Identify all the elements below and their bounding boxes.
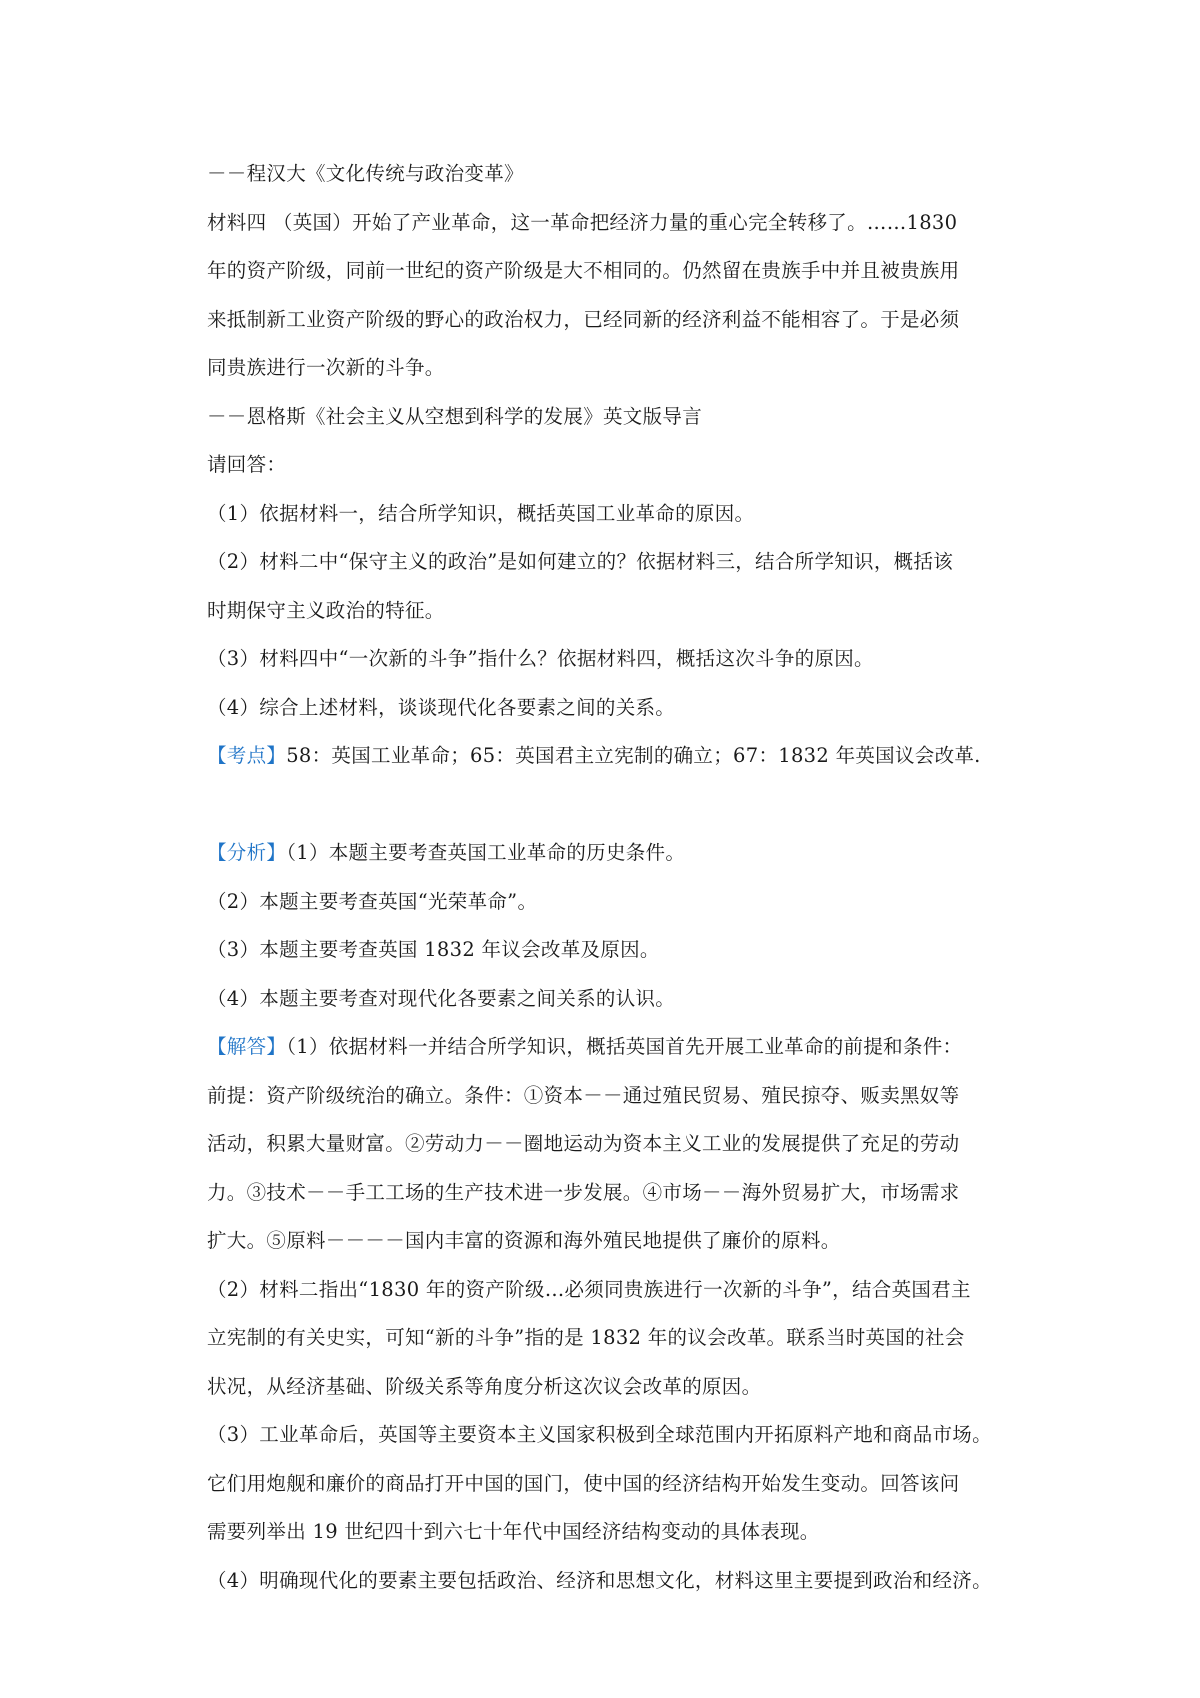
question-line: （4）综合上述材料，谈谈现代化各要素之间的关系。: [207, 695, 676, 719]
fenxi-text: （1）本题主要考查英国工业革命的历史条件。: [286, 841, 686, 864]
jieda-line: 需要列举出 19 世纪四十到六七十年代中国经济结构变动的具体表现。: [207, 1520, 820, 1543]
jieda-line: （2）材料二指出“1830 年的资产阶级…必须同贵族进行一次新的斗争”，结合英国君主: [207, 1277, 971, 1301]
question-line: （1）依据材料一，结合所学知识，概括英国工业革命的原因。: [207, 501, 755, 525]
question-line: （2）材料二中“保守主义的政治”是如何建立的？依据材料三，结合所学知识，概括该: [207, 550, 954, 573]
citation-line: －－恩格斯《社会主义从空想到科学的发展》英文版导言: [207, 404, 703, 428]
section-spacer: [207, 781, 1027, 830]
kaodian-text: 58：英国工业革命；65：英国君主立宪制的确立；67：1832 年英国议会改革.: [286, 744, 981, 767]
fenxi-line: （4）本题主要考查对现代化各要素之间关系的认识。: [207, 986, 676, 1010]
material-four-line: 同贵族进行一次新的斗争。: [207, 356, 445, 379]
fenxi-line: （3）本题主要考查英国 1832 年议会改革及原因。: [207, 938, 660, 961]
fenxi-tag: 【分析】: [207, 841, 287, 864]
fenxi-line: [207, 829, 1027, 878]
fenxi-line: （2）本题主要考查英国“光荣革命”。: [207, 889, 538, 913]
question-line: （3）材料四中“一次新的斗争”指什么？依据材料四，概括这次斗争的原因。: [207, 647, 874, 670]
kaodian-line: [207, 732, 1027, 781]
jieda-line: 前提：资产阶级统治的确立。条件：①资本－－通过殖民贸易、殖民掠夺、贩卖黑奴等: [207, 1083, 960, 1107]
question-line: 时期保守主义政治的特征。: [207, 598, 445, 622]
jieda-line: （4）明确现代化的要素主要包括政治、经济和思想文化，材料这里主要提到政治和经济。: [207, 1568, 992, 1592]
material-four-line: 材料四 （英国）开始了产业革命，这一革命把经济力量的重心完全转移了。……1830: [207, 210, 958, 234]
jieda-line: 活动，积累大量财富。②劳动力－－圈地运动为资本主义工业的发展提供了充足的劳动: [207, 1132, 960, 1155]
jieda-line: 扩大。⑤原料－－－－国内丰富的资源和海外殖民地提供了廉价的原料。: [207, 1229, 841, 1252]
jieda-text: （1）依据材料一并结合所学知识，概括英国首先开展工业革命的前提和条件：: [286, 1035, 963, 1058]
jieda-line: 立宪制的有关史实，可知“新的斗争”指的是 1832 年的议会改革。联系当时英国的社会: [207, 1326, 965, 1349]
jieda-line: 状况，从经济基础、阶级关系等角度分析这次议会改革的原因。: [207, 1374, 762, 1398]
kaodian-tag: 【考点】: [207, 744, 287, 767]
jieda-line: （3）工业革命后，英国等主要资本主义国家积极到全球范围内开拓原料产地和商品市场。: [207, 1423, 992, 1446]
prompt-line: 请回答：: [207, 453, 287, 476]
document-body: [207, 150, 1027, 1605]
material-four-line: 年的资产阶级，同前一世纪的资产阶级是大不相同的。仍然留在贵族手中并且被贵族用: [207, 259, 960, 282]
jieda-line: 它们用炮舰和廉价的商品打开中国的国门，使中国的经济结构开始发生变动。回答该问: [207, 1471, 960, 1495]
citation-line: －－程汉大《文化传统与政治变革》: [207, 162, 524, 185]
material-four-line: 来抵制新工业资产阶级的野心的政治权力，已经同新的经济利益不能相容了。于是必须: [207, 307, 960, 331]
jieda-line: [207, 1023, 1027, 1072]
jieda-tag: 【解答】: [207, 1035, 287, 1058]
jieda-line: 力。③技术－－手工工场的生产技术进一步发展。④市场－－海外贸易扩大，市场需求: [207, 1180, 960, 1204]
